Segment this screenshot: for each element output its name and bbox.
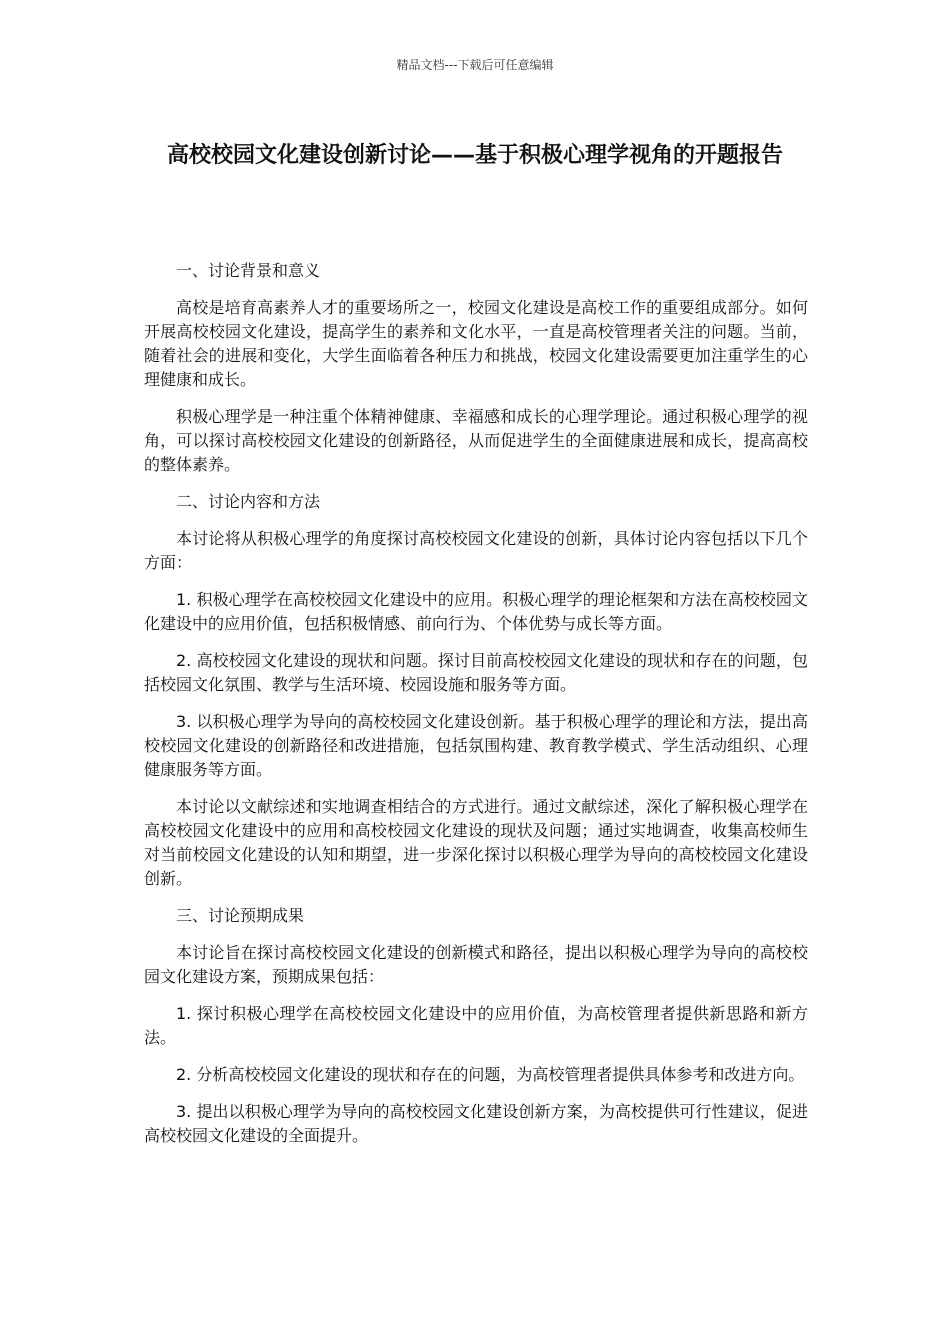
- paragraph: 1. 积极心理学在高校校园文化建设中的应用。积极心理学的理论框架和方法在高校校园文化建设中的应用价值，包括积极情感、前向行为、个体优势与成长等方面。: [144, 590, 808, 633]
- paragraph: 本讨论以文献综述和实地调查相结合的方式进行。通过文献综述，深化了解积极心理学在高校校园文化建设中的应用和高校校园文化建设的现状及问题；通过实地调查，收集高校师生对当前校园文化建设的认知和期望，进一步深化探讨以积极心理学为导向的高校校园文化建设创新。: [144, 797, 808, 888]
- paragraph: 1. 探讨积极心理学在高校校园文化建设中的应用价值，为高校管理者提供新思路和新方法。: [144, 1004, 808, 1047]
- paragraph: 3. 提出以积极心理学为导向的高校校园文化建设创新方案，为高校提供可行性建议，促进高校校园文化建设的全面提升。: [144, 1102, 808, 1145]
- section-heading: 二、讨论内容和方法: [176, 492, 321, 511]
- document-title: 高校校园文化建设创新讨论——基于积极心理学视角的开题报告: [166, 143, 783, 168]
- paragraph: 3. 以积极心理学为导向的高校校园文化建设创新。基于积极心理学的理论和方法，提出高校校园文化建设的创新路径和改进措施，包括氛围构建、教育教学模式、学生活动组织、心理健康服务等方面。: [144, 712, 808, 779]
- section-heading: 一、讨论背景和意义: [176, 261, 321, 280]
- paragraph: 2. 分析高校校园文化建设的现状和存在的问题，为高校管理者提供具体参考和改进方向。: [176, 1065, 805, 1084]
- section-heading: 三、讨论预期成果: [176, 906, 305, 925]
- paragraph: 本讨论将从积极心理学的角度探讨高校校园文化建设的创新，具体讨论内容包括以下几个方面：: [144, 529, 808, 572]
- document-body: [144, 259, 808, 1161]
- paragraph: 本讨论旨在探讨高校校园文化建设的创新模式和路径，提出以积极心理学为导向的高校校园文化建设方案，预期成果包括：: [144, 943, 808, 986]
- paragraph: 积极心理学是一种注重个体精神健康、幸福感和成长的心理学理论。通过积极心理学的视角，可以探讨高校校园文化建设的创新路径，从而促进学生的全面健康进展和成长，提高高校的整体素养。: [144, 407, 808, 474]
- paragraph: 2. 高校校园文化建设的现状和问题。探讨目前高校校园文化建设的现状和存在的问题，包括校园文化氛围、教学与生活环境、校园设施和服务等方面。: [144, 651, 808, 694]
- page-header: 精品文档---下载后可任意编辑: [396, 58, 554, 72]
- paragraph: 高校是培育高素养人才的重要场所之一，校园文化建设是高校工作的重要组成部分。如何开展高校校园文化建设，提高学生的素养和文化水平，一直是高校管理者关注的问题。当前，随着社会的进展和变化，大学生面临着各种压力和挑战，校园文化建设需要更加注重学生的心理健康和成长。: [144, 298, 808, 389]
